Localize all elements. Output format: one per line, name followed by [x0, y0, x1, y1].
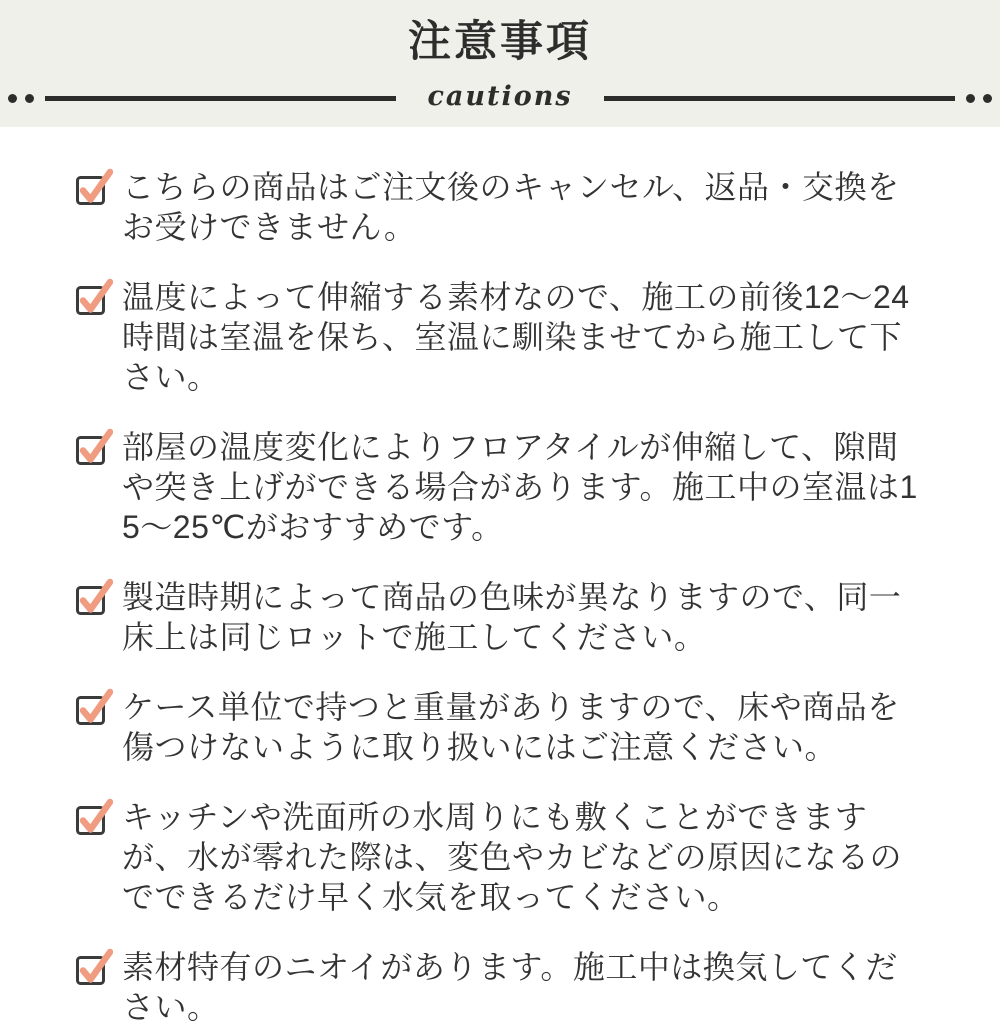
- checked-checkbox-icon: [75, 947, 113, 987]
- divider-dot: [983, 94, 992, 103]
- checked-checkbox-icon: [75, 167, 113, 207]
- subtitle-cautions: cautions: [427, 80, 573, 112]
- caution-text: 製造時期によって商品の色味が異なりますので、同一床上は同じロットで施工してください。: [122, 579, 902, 655]
- caution-text: こちらの商品はご注文後のキャンセル、返品・交換をお受けできません。: [122, 169, 900, 245]
- list-item: [75, 427, 930, 547]
- caution-text: 素材特有のニオイがあります。施工中は換気してください。: [122, 949, 898, 1025]
- caution-list: [0, 127, 1000, 1027]
- page-title: 注意事項: [408, 18, 592, 66]
- divider-line: [45, 96, 396, 101]
- list-item: [75, 947, 930, 1027]
- divider-dot: [966, 94, 975, 103]
- list-item: [75, 277, 930, 397]
- checked-checkbox-icon: [75, 687, 113, 727]
- header-divider: [0, 80, 1000, 112]
- checked-checkbox-icon: [75, 427, 113, 467]
- list-item: [75, 577, 930, 657]
- checked-checkbox-icon: [75, 277, 113, 317]
- checked-checkbox-icon: [75, 797, 113, 837]
- caution-text: 温度によって伸縮する素材なので、施工の前後12〜24時間は室温を保ち、室温に馴染ませてから施工して下さい。: [122, 279, 910, 395]
- divider-line: [604, 96, 955, 101]
- checked-checkbox-icon: [75, 577, 113, 617]
- list-item: [75, 167, 930, 247]
- caution-text: キッチンや洗面所の水周りにも敷くことができますが、水が零れた際は、変色やカビなどの原因になるのでできるだけ早く水気を取ってください。: [122, 799, 903, 915]
- divider-dot: [8, 94, 17, 103]
- divider-dot: [25, 94, 34, 103]
- list-item: [75, 687, 930, 767]
- cautions-header: [0, 0, 1000, 127]
- caution-text: 部屋の温度変化によりフロアタイルが伸縮して、隙間や突き上げができる場合があります。施工中の室温は15〜25℃がおすすめです。: [122, 429, 918, 545]
- caution-text: ケース単位で持つと重量がありますので、床や商品を傷つけないように取り扱いにはご注意ください。: [122, 689, 900, 765]
- list-item: [75, 797, 930, 917]
